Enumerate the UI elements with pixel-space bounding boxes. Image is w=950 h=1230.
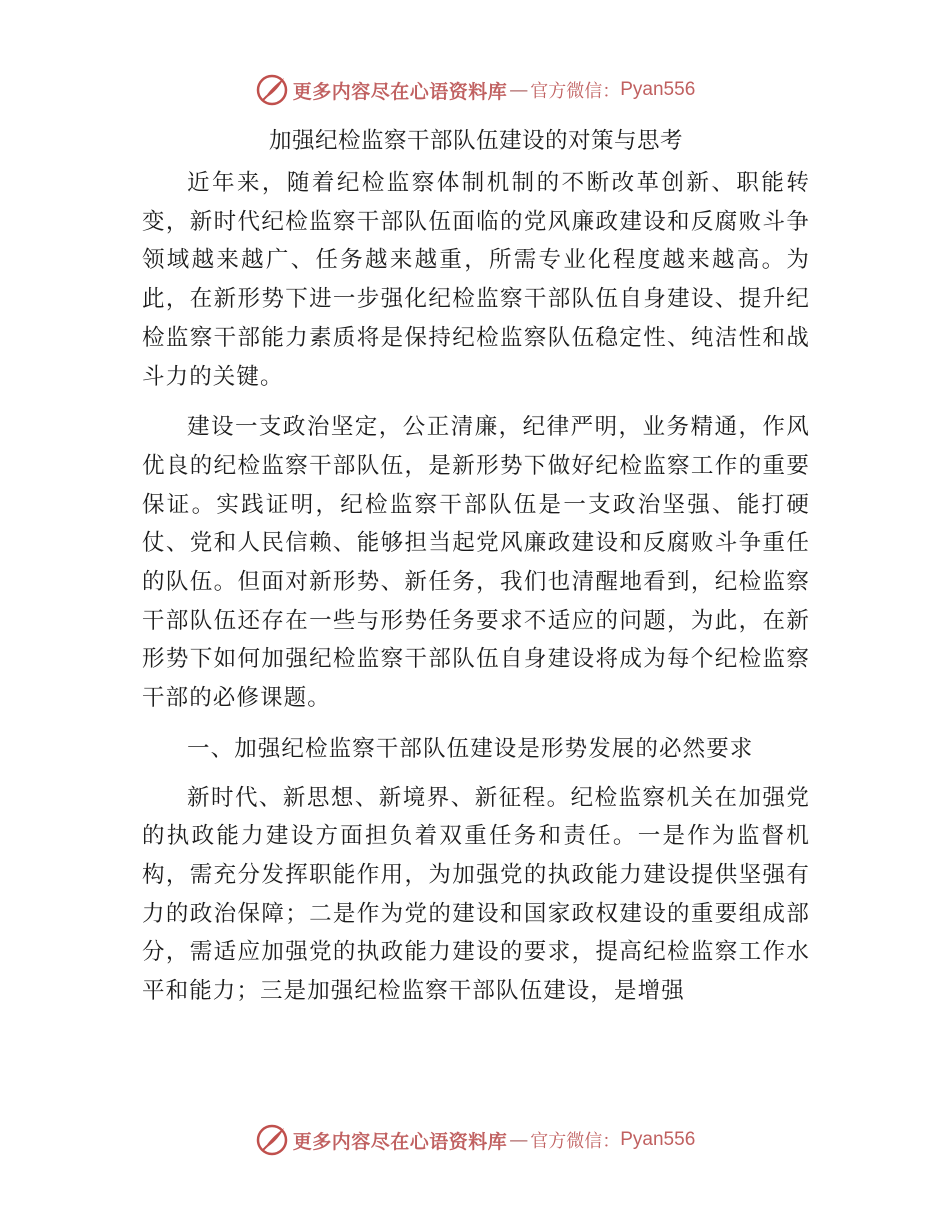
watermark-wechat-id: Pyan556 (620, 79, 696, 100)
paragraph-construction: 建设一支政治坚定，公正清廉，纪律严明，业务精通，作风优良的纪检监察干部队伍，是新形势下做好纪检监察工作的重要保证。实践证明，纪检监察干部队伍是一支政治坚强、能打硬仗、党和人民信赖、能够担当起党风廉政建设和反腐败斗争重任的队伍。但面对新形势、新任务，我们也清醒地看到，纪检监察干部队伍还存在一些与形势任务要求不适应的问题，为此，在新形势下如何加强纪检监察干部队伍自身建设将成为每个纪检监察干部的必修课题。 (142, 414, 810, 712)
document-body (142, 122, 810, 1023)
footer-watermark (0, 1120, 950, 1160)
feather-pen-logo-icon (255, 1123, 289, 1157)
header-watermark (0, 70, 950, 110)
feather-pen-logo-icon (255, 73, 289, 107)
watermark-brand: 更多内容尽在心语资料库 (292, 80, 508, 103)
watermark-separator: — (509, 1129, 529, 1151)
document-title: 加强纪检监察干部队伍建设的对策与思考 (268, 128, 683, 154)
paragraph-intro: 近年来，随着纪检监察体制机制的不断改革创新、职能转变，新时代纪检监察干部队伍面临的党风廉政建设和反腐败斗争领域越来越广、任务越来越重，所需专业化程度越来越高。为此，在新形势下进一步强化纪检监察干部队伍自身建设、提升纪检监察干部能力素质将是保持纪检监察队伍稳定性、纯洁性和战斗力的关键。 (142, 170, 810, 390)
paragraph-new-era: 新时代、新思想、新境界、新征程。纪检监察机关在加强党的执政能力建设方面担负着双重任务和责任。一是作为监督机构，需充分发挥职能作用，为加强党的执政能力建设提供坚强有力的政治保障；二是作为党的建设和国家政权建设的重要组成部分，需适应加强党的执政能力建设的要求，提高纪检监察工作水平和能力；三是加强纪检监察干部队伍建设，是增强 (142, 784, 810, 1005)
watermark-wechat-label: 官方微信： (530, 81, 621, 102)
watermark-wechat-label: 官方微信： (530, 1131, 621, 1152)
watermark-wechat-id: Pyan556 (620, 1129, 696, 1150)
section-heading-1: 一、加强纪检监察干部队伍建设是形势发展的必然要求 (187, 735, 754, 762)
watermark-separator: — (509, 79, 529, 101)
watermark-brand: 更多内容尽在心语资料库 (292, 1130, 508, 1153)
